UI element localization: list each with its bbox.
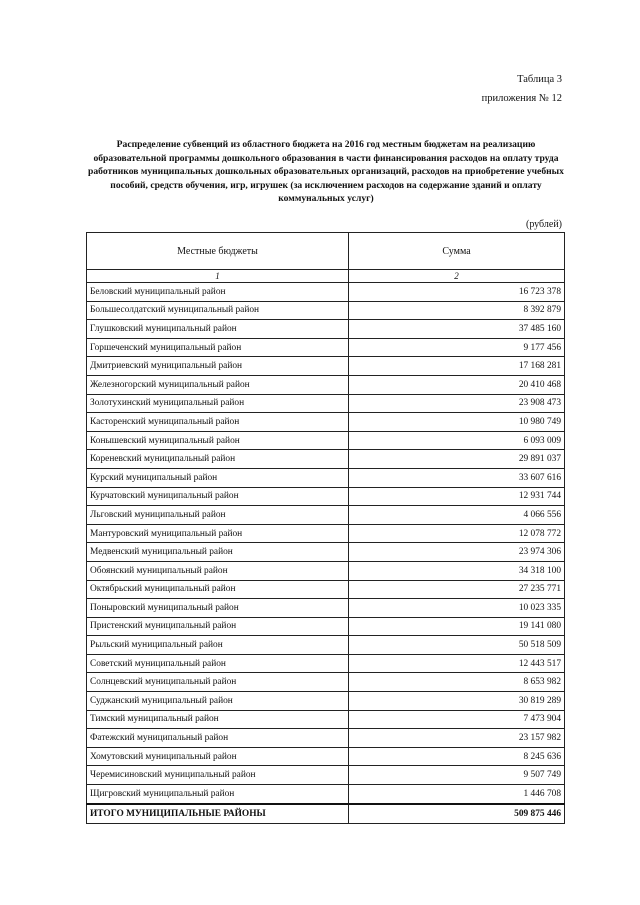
document-title: Распределение субвенций из областного бюджета на 2016 год местным бюджетам на реализацию образовательной программы дошкольного образования в части финансирования расходов на оплату труда работников муниципальных дошкольных образовательных организаций, расходов на приобретение учебных пособий, средств обучения, игр, игрушек (за исключением расходов на содержание зданий и оплату коммунальных услуг) <box>88 139 564 204</box>
column-header-budgets: Местные бюджеты <box>87 233 349 270</box>
district-name: Солнцевский муниципальный район <box>87 673 349 692</box>
table-row <box>87 283 565 302</box>
district-amount: 17 168 281 <box>349 357 565 376</box>
district-amount: 8 653 982 <box>349 673 565 692</box>
table-row <box>87 766 565 785</box>
table-row <box>87 487 565 506</box>
table-row <box>87 413 565 432</box>
table-row <box>87 506 565 525</box>
table-row <box>87 301 565 320</box>
district-name: Рыльский муниципальный район <box>87 636 349 655</box>
district-amount: 8 245 636 <box>349 747 565 766</box>
district-name: Хомутовский муниципальный район <box>87 747 349 766</box>
table-row <box>87 617 565 636</box>
district-name: Глушковский муниципальный район <box>87 320 349 339</box>
district-amount: 16 723 378 <box>349 283 565 302</box>
district-amount: 4 066 556 <box>349 506 565 525</box>
table-body <box>87 283 565 804</box>
column-header-amount: Сумма <box>349 233 565 270</box>
district-name: Щигровский муниципальный район <box>87 785 349 804</box>
district-amount: 23 974 306 <box>349 543 565 562</box>
table-row <box>87 636 565 655</box>
district-amount: 23 157 982 <box>349 729 565 748</box>
district-name: Конышевский муниципальный район <box>87 431 349 450</box>
district-name: Касторенский муниципальный район <box>87 413 349 432</box>
district-amount: 12 078 772 <box>349 524 565 543</box>
table-row <box>87 320 565 339</box>
table-reference: Таблица 3 <box>517 74 562 85</box>
budget-table <box>86 232 565 824</box>
district-name: Горшеченский муниципальный район <box>87 338 349 357</box>
district-name: Курчатовский муниципальный район <box>87 487 349 506</box>
district-amount: 29 891 037 <box>349 450 565 469</box>
table-row <box>87 543 565 562</box>
total-amount: 509 875 446 <box>349 804 565 824</box>
table-row <box>87 599 565 618</box>
table-row <box>87 357 565 376</box>
district-amount: 19 141 080 <box>349 617 565 636</box>
table-row <box>87 561 565 580</box>
table-row <box>87 375 565 394</box>
total-label: ИТОГО МУНИЦИПАЛЬНЫЕ РАЙОНЫ <box>87 804 349 824</box>
table-row <box>87 524 565 543</box>
district-name: Железногорский муниципальный район <box>87 375 349 394</box>
district-name: Кореневский муниципальный район <box>87 450 349 469</box>
table-row <box>87 338 565 357</box>
district-amount: 30 819 289 <box>349 692 565 711</box>
district-amount: 50 518 509 <box>349 636 565 655</box>
district-amount: 20 410 468 <box>349 375 565 394</box>
district-name: Пристенский муниципальный район <box>87 617 349 636</box>
district-name: Фатежский муниципальный район <box>87 729 349 748</box>
district-name: Черемисиновский муниципальный район <box>87 766 349 785</box>
district-amount: 10 023 335 <box>349 599 565 618</box>
district-name: Октябрьский муниципальный район <box>87 580 349 599</box>
district-amount: 12 443 517 <box>349 654 565 673</box>
district-amount: 12 931 744 <box>349 487 565 506</box>
district-name: Тимский муниципальный район <box>87 710 349 729</box>
total-row <box>87 804 565 824</box>
district-amount: 9 507 749 <box>349 766 565 785</box>
district-name: Поныровский муниципальный район <box>87 599 349 618</box>
district-amount: 7 473 904 <box>349 710 565 729</box>
table-row <box>87 785 565 804</box>
table-row <box>87 747 565 766</box>
district-name: Советский муниципальный район <box>87 654 349 673</box>
district-name: Большесолдатский муниципальный район <box>87 301 349 320</box>
district-name: Льговский муниципальный район <box>87 506 349 525</box>
district-amount: 10 980 749 <box>349 413 565 432</box>
table-row <box>87 673 565 692</box>
district-name: Мантуровский муниципальный район <box>87 524 349 543</box>
district-name: Курский муниципальный район <box>87 468 349 487</box>
table-row <box>87 729 565 748</box>
appendix-reference: приложения № 12 <box>481 93 562 104</box>
table-row <box>87 654 565 673</box>
column-number-row <box>87 270 565 283</box>
district-amount: 1 446 708 <box>349 785 565 804</box>
district-name: Дмитриевский муниципальный район <box>87 357 349 376</box>
table-row <box>87 710 565 729</box>
district-amount: 34 318 100 <box>349 561 565 580</box>
table-row <box>87 450 565 469</box>
table-header-row <box>87 233 565 270</box>
district-name: Медвенский муниципальный район <box>87 543 349 562</box>
district-amount: 33 607 616 <box>349 468 565 487</box>
table-row <box>87 468 565 487</box>
column-number-2: 2 <box>349 270 565 283</box>
units-label: (рублей) <box>525 219 562 230</box>
district-amount: 8 392 879 <box>349 301 565 320</box>
table-row <box>87 431 565 450</box>
district-name: Золотухинский муниципальный район <box>87 394 349 413</box>
column-number-1: 1 <box>87 270 349 283</box>
district-amount: 27 235 771 <box>349 580 565 599</box>
district-amount: 23 908 473 <box>349 394 565 413</box>
district-amount: 6 093 009 <box>349 431 565 450</box>
table-row <box>87 580 565 599</box>
district-amount: 9 177 456 <box>349 338 565 357</box>
district-name: Беловский муниципальный район <box>87 283 349 302</box>
district-name: Суджанский муниципальный район <box>87 692 349 711</box>
table-row <box>87 692 565 711</box>
district-amount: 37 485 160 <box>349 320 565 339</box>
district-name: Обоянский муниципальный район <box>87 561 349 580</box>
table-row <box>87 394 565 413</box>
